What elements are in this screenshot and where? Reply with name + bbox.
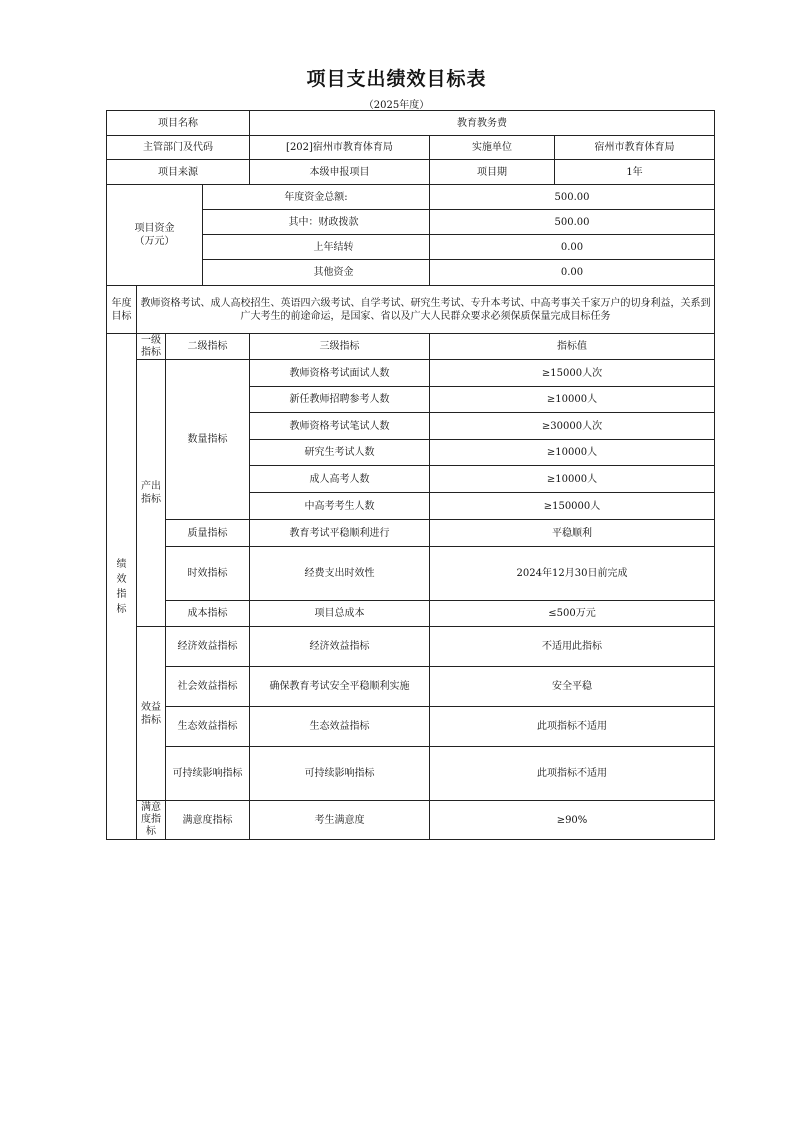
benefit-indicator-name: 可持续影响指标 <box>250 747 430 801</box>
benefit-indicator-value: 此项指标不适用 <box>430 707 715 747</box>
quantity-indicator-value: ≥15000人次 <box>430 360 715 387</box>
funds-carryover-label: 上年结转 <box>203 235 430 260</box>
project-source-label: 项目来源 <box>107 160 250 185</box>
satisfaction-indicator-group: 满意 度指 标 <box>137 801 166 840</box>
benefit-indicator-type: 社会效益指标 <box>166 667 250 707</box>
quantity-indicator-name: 研究生考试人数 <box>250 440 430 466</box>
quantity-indicator-name: 教师资格考试面试人数 <box>250 360 430 387</box>
annual-goal-text: 教师资格考试、成人高校招生、英语四六级考试、自学考试、研究生考试、专升本考试、中高考事关千家万户的切身利益，关系到广大考生的前途命运，是国家、省以及广大人民群众要求必须保质保量完成目标任务 <box>137 286 715 334</box>
indicator-row <box>107 707 715 747</box>
project-name-value: 教育教务费 <box>250 111 715 136</box>
benefit-indicator-type: 生态效益指标 <box>166 707 250 747</box>
satisfaction-indicator-name: 考生满意度 <box>250 801 430 840</box>
department-row <box>107 136 715 160</box>
project-name-label: 项目名称 <box>107 111 250 136</box>
benefit-indicator-type: 经济效益指标 <box>166 627 250 667</box>
indicator-row <box>107 747 715 801</box>
indicator-header-row <box>107 334 715 360</box>
indicator-row <box>107 547 715 601</box>
quantity-indicator-value: ≥10000人 <box>430 440 715 466</box>
quantity-indicator-value: ≥150000人 <box>430 493 715 520</box>
quantity-indicator-name: 中高考考生人数 <box>250 493 430 520</box>
benefit-indicator-name: 确保教育考试安全平稳顺利实施 <box>250 667 430 707</box>
cost-indicator-name: 项目总成本 <box>250 601 430 627</box>
performance-target-table <box>106 110 715 840</box>
annual-goal-row <box>107 286 715 334</box>
department-label: 主管部门及代码 <box>107 136 250 160</box>
benefit-indicator-label: 效益 指标 <box>137 627 166 801</box>
department-value: [202]宿州市教育体育局 <box>250 136 430 160</box>
annual-goal-label: 年度 目标 <box>107 286 137 334</box>
implementing-unit-value: 宿州市教育体育局 <box>555 136 715 160</box>
benefit-indicator-value: 不适用此指标 <box>430 627 715 667</box>
quantity-indicator-name: 教师资格考试笔试人数 <box>250 413 430 440</box>
fiscal-year: （2025年度） <box>363 100 430 111</box>
indicator-row <box>107 520 715 547</box>
quantity-indicator-value: ≥10000人 <box>430 387 715 413</box>
funds-total-label: 年度资金总额: <box>203 185 430 210</box>
quantity-indicator-name: 新任教师招聘参考人数 <box>250 387 430 413</box>
project-source-value: 本级申报项目 <box>250 160 430 185</box>
quality-indicator-name: 教育考试平稳顺利进行 <box>250 520 430 547</box>
project-name-row <box>107 111 715 136</box>
level2-header: 二级指标 <box>166 334 250 360</box>
benefit-indicator-name: 生态效益指标 <box>250 707 430 747</box>
funds-fiscal-value: 500.00 <box>430 210 715 235</box>
funds-fiscal-label: 其中：财政拨款 <box>203 210 430 235</box>
output-indicator-label: 产出 指标 <box>137 360 166 627</box>
project-period-label: 项目期 <box>430 160 555 185</box>
quantity-indicator-name: 成人高考人数 <box>250 466 430 493</box>
benefit-indicator-type: 可持续影响指标 <box>166 747 250 801</box>
level1-header: 一级 指标 <box>137 334 166 360</box>
page-title: 项目支出绩效目标表 <box>306 68 487 90</box>
implementing-unit-label: 实施单位 <box>430 136 555 160</box>
indicator-row <box>107 360 715 387</box>
timeliness-indicator-value: 2024年12月30日前完成 <box>430 547 715 601</box>
satisfaction-indicator-value: ≥90% <box>430 801 715 840</box>
funds-other-value: 0.00 <box>430 260 715 286</box>
indicator-row <box>107 601 715 627</box>
source-row <box>107 160 715 185</box>
benefit-indicator-name: 经济效益指标 <box>250 627 430 667</box>
cost-indicator-value: ≤500万元 <box>430 601 715 627</box>
perf-indicator-label: 绩 效 指 标 <box>107 334 137 840</box>
funds-carryover-value: 0.00 <box>430 235 715 260</box>
timeliness-indicator-label: 时效指标 <box>166 547 250 601</box>
satisfaction-indicator-label: 满意度指标 <box>166 801 250 840</box>
quality-indicator-value: 平稳顺利 <box>430 520 715 547</box>
indicator-value-header: 指标值 <box>430 334 715 360</box>
benefit-indicator-value: 此项指标不适用 <box>430 747 715 801</box>
funds-row <box>107 185 715 210</box>
level3-header: 三级指标 <box>250 334 430 360</box>
indicator-row <box>107 667 715 707</box>
quantity-indicator-value: ≥10000人 <box>430 466 715 493</box>
quantity-indicator-value: ≥30000人次 <box>430 413 715 440</box>
timeliness-indicator-name: 经费支出时效性 <box>250 547 430 601</box>
funds-other-label: 其他资金 <box>203 260 430 286</box>
funds-label: 项目资金 （万元） <box>107 185 203 286</box>
project-period-value: 1年 <box>555 160 715 185</box>
cost-indicator-label: 成本指标 <box>166 601 250 627</box>
quantity-indicator-label: 数量指标 <box>166 360 250 520</box>
indicator-row <box>107 801 715 840</box>
funds-total-value: 500.00 <box>430 185 715 210</box>
quality-indicator-label: 质量指标 <box>166 520 250 547</box>
indicator-row <box>107 627 715 667</box>
benefit-indicator-value: 安全平稳 <box>430 667 715 707</box>
